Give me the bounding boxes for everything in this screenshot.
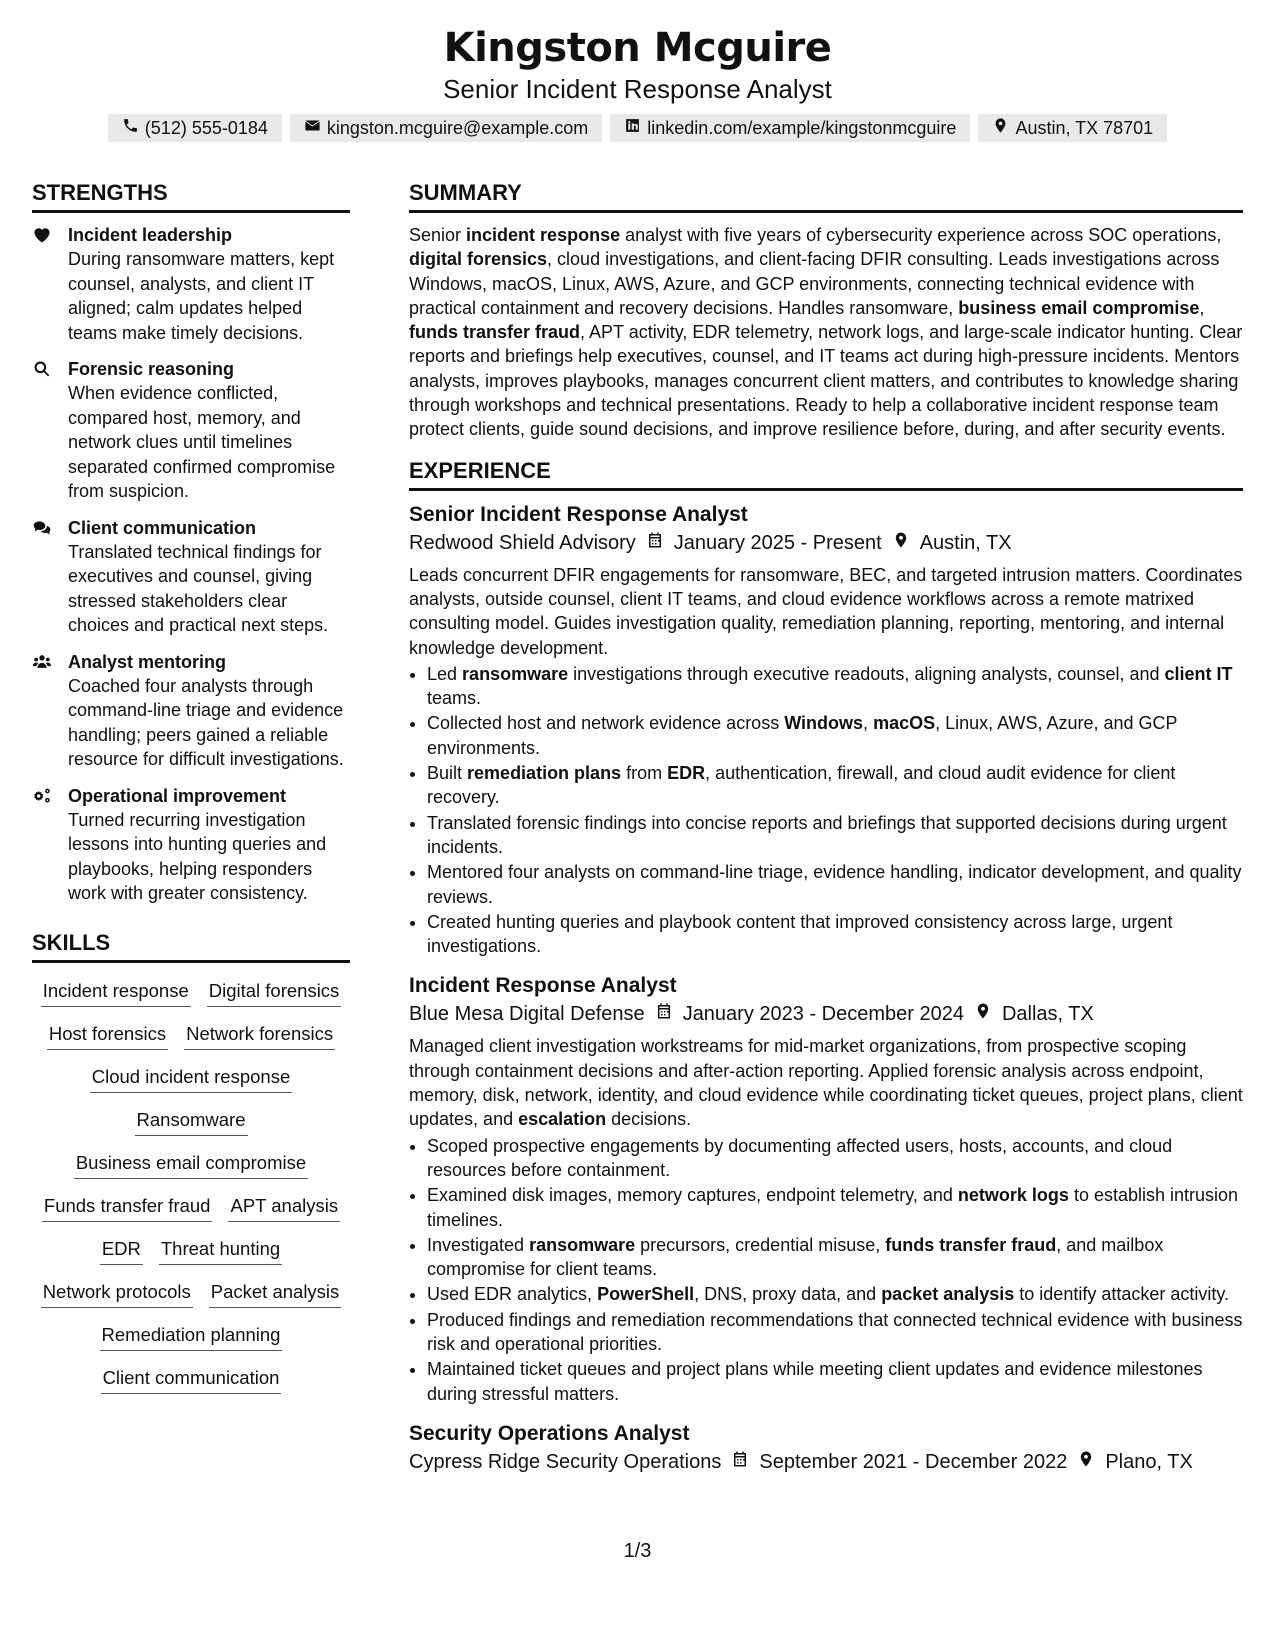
skill-tag: EDR [100, 1231, 143, 1265]
phone-icon [122, 117, 139, 139]
job-description: Managed client investigation workstreams for mid-market organizations, from prospective scoping through containment decisions and after-action reporting. Applied forensic analysis across endpoint, memory, disk, network, identity, and cloud evidence while coordinating ticket queues, project plans, client updates, and escalation decisions. [409, 1036, 1243, 1130]
job-entry [409, 501, 1243, 959]
job-title: Senior Incident Response Analyst [409, 502, 748, 526]
email-text: kingston.mcguire@example.com [326, 118, 589, 138]
job-dates: January 2023 - December 2024 [682, 1003, 964, 1026]
linkedin-text: linkedin.com/example/kingstonmcguire [647, 118, 957, 138]
job-bullet: • Created hunting queries and playbook content that improved consistency across large, urgent investigations. [427, 910, 1243, 959]
skill-tag: APT analysis [228, 1188, 340, 1222]
skill-tag: Remediation planning [100, 1317, 283, 1351]
skill-tag: Client communication [101, 1360, 282, 1394]
left-column [32, 180, 350, 1403]
search-icon [32, 357, 56, 504]
map-pin-icon [992, 117, 1009, 139]
skill-tag: Packet analysis [209, 1274, 342, 1308]
users-icon [32, 650, 56, 772]
job-location: Austin, TX [919, 531, 1012, 554]
candidate-title: Senior Incident Response Analyst [443, 74, 832, 104]
job-meta [409, 1448, 1243, 1476]
contact-location [978, 114, 1167, 142]
envelope-icon [304, 117, 321, 139]
map-pin-icon [1077, 1448, 1095, 1476]
job-location: Dallas, TX [1001, 1003, 1094, 1026]
strength-item [32, 357, 350, 504]
job-bullet: • Mentored four analysts on command-line triage, evidence handling, indicator development, and quality reviews. [427, 860, 1243, 909]
calendar-icon [655, 1000, 673, 1028]
skill-tag: Ransomware [135, 1102, 248, 1136]
skills-heading: SKILLS [32, 930, 350, 963]
job-bullet: • Produced findings and remediation recommendations that connected technical evidence with business risk and operational priorities. [427, 1308, 1243, 1357]
job-meta [409, 529, 1243, 557]
job-title: Incident Response Analyst [409, 974, 677, 998]
heart-icon [32, 223, 56, 345]
job-bullet: • Scoped prospective engagements by documenting affected users, hosts, accounts, and cloud resources before containment. [427, 1134, 1243, 1183]
strength-item [32, 650, 350, 772]
strength-item [32, 223, 350, 345]
linkedin-icon [624, 117, 641, 139]
job-bullet: • Collected host and network evidence across Windows, macOS, Linux, AWS, Azure, and GCP environments. [427, 711, 1243, 760]
location-text: Austin, TX 78701 [1015, 118, 1154, 138]
job-bullet: • Examined disk images, memory captures, endpoint telemetry, and network logs to establish intrusion timelines. [427, 1183, 1243, 1232]
contact-email[interactable] [290, 114, 602, 142]
job-meta [409, 1000, 1243, 1028]
job-bullet: • Maintained ticket queues and project plans while meeting client updates and evidence milestones during stressful matters. [427, 1357, 1243, 1406]
right-column [409, 180, 1243, 1490]
skill-tag: Network forensics [184, 1016, 335, 1050]
skill-tag: Funds transfer fraud [42, 1188, 213, 1222]
job-bullet: • Led ransomware investigations through executive readouts, aligning analysts, counsel, and client IT teams. [427, 662, 1243, 711]
strength-desc: Coached four analysts through command-line triage and evidence handling; peers gained a reliable resource for difficult investigations. [68, 675, 344, 769]
map-pin-icon [892, 529, 910, 557]
strength-title: Analyst mentoring [68, 651, 227, 672]
strength-item [32, 784, 350, 906]
gears-icon [32, 784, 56, 906]
job-description: Leads concurrent DFIR engagements for ransomware, BEC, and targeted intrusion matters. Coordinates analysts, outside counsel, client IT teams, and cloud evidence workflows across a remote matrixed consulting model. Guides investigation quality, remediation planning, reporting, mentoring, and internal knowledge development. [409, 564, 1243, 658]
candidate-name: Kingston Mcguire [443, 25, 832, 71]
job-dates: September 2021 - December 2022 [759, 1450, 1068, 1473]
job-location: Plano, TX [1105, 1450, 1193, 1473]
company-name: Redwood Shield Advisory [409, 531, 636, 554]
skill-tag: Threat hunting [159, 1231, 282, 1265]
job-bullets [409, 662, 1243, 959]
contact-linkedin[interactable] [610, 114, 970, 142]
job-bullet: • Built remediation plans from EDR, authentication, firewall, and cloud audit evidence for client recovery. [427, 761, 1243, 810]
resume-header [0, 0, 1275, 142]
comments-icon [32, 516, 56, 638]
job-bullet: • Used EDR analytics, PowerShell, DNS, proxy data, and packet analysis to identify attacker activity. [427, 1282, 1243, 1306]
job-entry [409, 972, 1243, 1405]
phone-text: (512) 555-0184 [144, 118, 268, 138]
calendar-icon [731, 1448, 749, 1476]
contact-phone[interactable] [108, 114, 282, 142]
company-name: Blue Mesa Digital Defense [409, 1003, 645, 1026]
map-pin-icon [974, 1000, 992, 1028]
job-bullet: • Translated forensic findings into concise reports and briefings that supported decisions during urgent incidents. [427, 811, 1243, 860]
strength-desc: When evidence conflicted, compared host, memory, and network clues until timelines separated confirmed compromise from suspicion. [68, 383, 336, 501]
job-bullets [409, 1134, 1243, 1406]
strength-title: Incident leadership [68, 225, 233, 245]
strength-item [32, 516, 350, 638]
job-entry [409, 1420, 1243, 1476]
skill-tag: Incident response [41, 973, 191, 1007]
experience-heading: EXPERIENCE [409, 458, 1243, 491]
strength-desc: Turned recurring investigation lessons into hunting queries and playbooks, helping responders work with greater consistency. [68, 809, 327, 903]
strength-title: Operational improvement [68, 785, 287, 806]
calendar-icon [646, 529, 664, 557]
skill-tag: Digital forensics [207, 973, 342, 1007]
job-bullet: • Investigated ransomware precursors, credential misuse, funds transfer fraud, and mailbox compromise for client teams. [427, 1233, 1243, 1282]
page-number: 1/3 [623, 1540, 652, 1562]
skill-tag: Host forensics [47, 1016, 168, 1050]
skill-tag: Cloud incident response [90, 1059, 293, 1093]
strength-desc: During ransomware matters, kept counsel, analysts, and client IT aligned; calm updates helped teams make timely decisions. [68, 249, 335, 343]
strength-desc: Translated technical findings for executives and counsel, giving stressed stakeholders clear choices and practical next steps. [68, 541, 329, 635]
company-name: Cypress Ridge Security Operations [409, 1450, 722, 1473]
strength-title: Client communication [68, 517, 257, 538]
summary-heading: SUMMARY [409, 180, 1243, 213]
strengths-heading: STRENGTHS [32, 180, 350, 213]
skill-tag: Business email compromise [74, 1145, 308, 1179]
skills-list [32, 973, 350, 1403]
contact-bar [0, 114, 1275, 142]
strength-title: Forensic reasoning [68, 359, 235, 379]
job-title: Security Operations Analyst [409, 1421, 690, 1445]
job-dates: January 2025 - Present [673, 531, 882, 554]
skill-tag: Network protocols [41, 1274, 193, 1308]
summary-text: Senior incident response analyst with five years of cybersecurity experience across SOC operations, digital forensics, cloud investigations, and client-facing DFIR consulting. Leads investigations across Windows, macOS, Linux, AWS, Azure, and GCP environments, connecting technical evidence with practical containment and recovery decisions. Handles ransomware, business email compromise, funds transfer fraud, APT activity, EDR telemetry, network logs, and large-scale indicator hunting. Clear reports and briefings help executives, counsel, and IT teams act during high-pressure incidents. Mentors analysts, improves playbooks, manages concurrent client matters, and contributes to knowledge sharing through workshops and technical presentations. Ready to help a collaborative incident response team protect clients, guide sound decisions, and improve resilience before, during, and after security events. [409, 225, 1243, 440]
